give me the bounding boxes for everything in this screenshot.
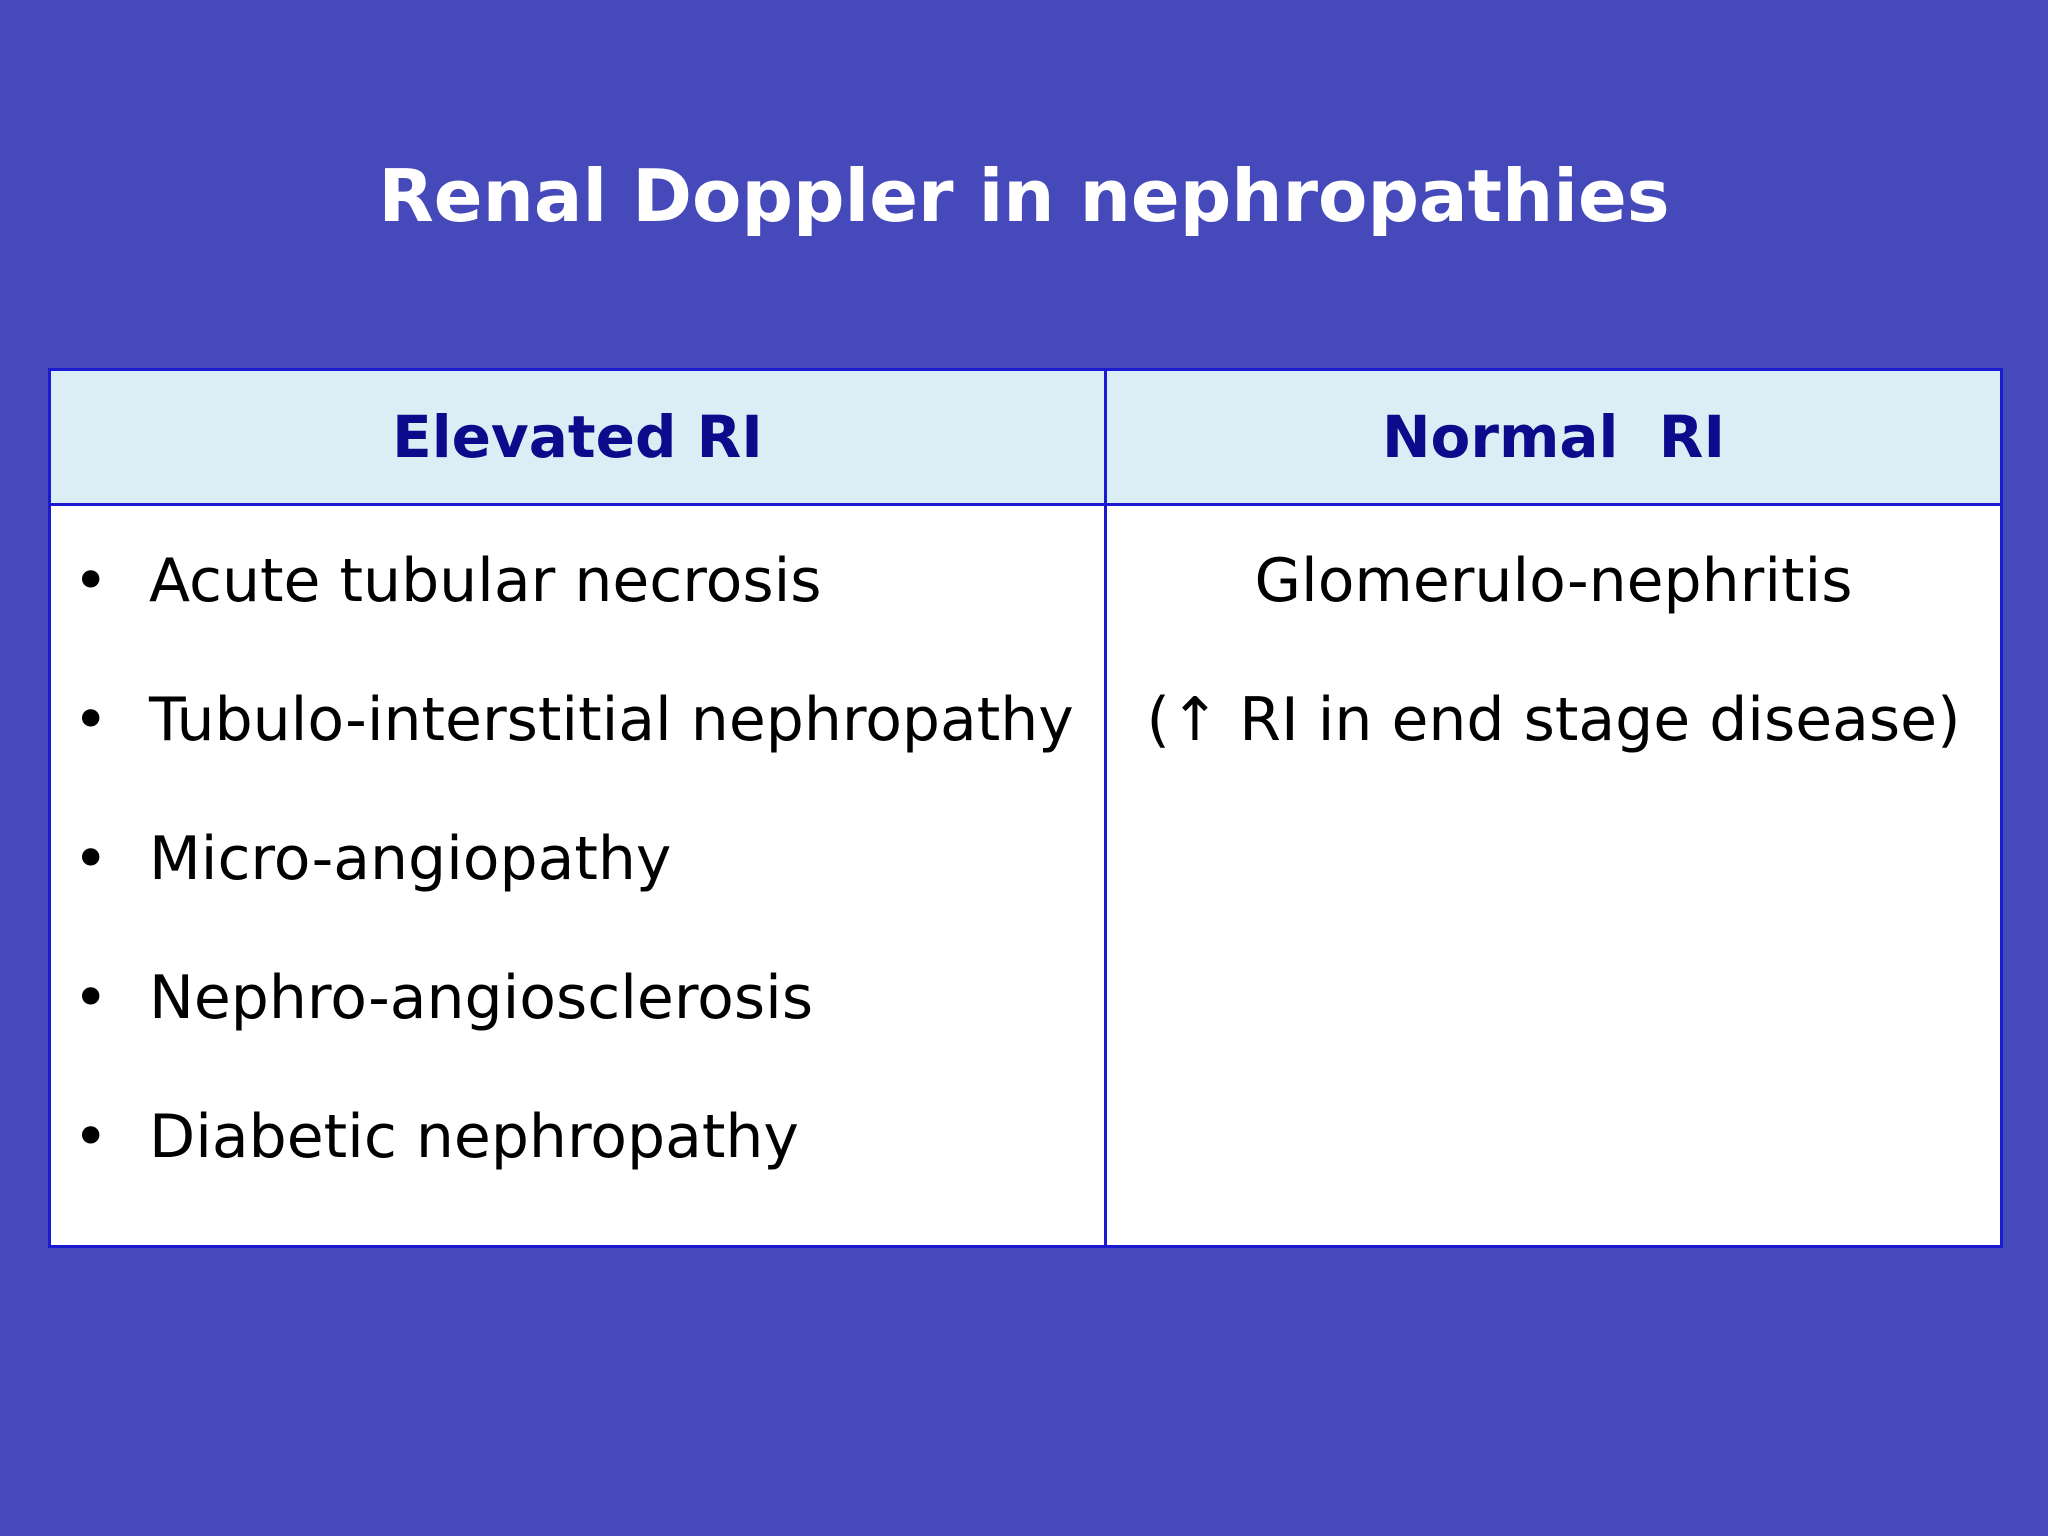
- normal-ri-cell: [1106, 505, 2002, 1247]
- normal-ri-note: (↑ RI in end stage disease): [1146, 685, 1961, 755]
- list-item: [51, 1068, 1104, 1207]
- bullet-icon: •: [73, 963, 109, 1033]
- list-item-label: Nephro-angiosclerosis: [149, 963, 814, 1033]
- list-item: [51, 790, 1104, 929]
- list-item-label: Tubulo-interstitial nephropathy: [149, 685, 1074, 755]
- bullet-icon: •: [73, 685, 109, 755]
- list-item-label: Micro-angiopathy: [149, 824, 672, 894]
- header-normal-ri: Normal RI: [1106, 370, 2002, 505]
- list-item: [51, 929, 1104, 1068]
- list-item: [51, 651, 1104, 790]
- bullet-icon: •: [73, 546, 109, 616]
- list-item-label: Acute tubular necrosis: [149, 546, 822, 616]
- ri-comparison-table: [48, 368, 2003, 1248]
- elevated-ri-list: [51, 506, 1104, 1207]
- list-item: [51, 512, 1104, 651]
- table-body-row: [50, 505, 2002, 1247]
- list-item-label: Diabetic nephropathy: [149, 1102, 799, 1172]
- bullet-icon: •: [73, 1102, 109, 1172]
- bullet-icon: •: [73, 824, 109, 894]
- table-header-row: [50, 370, 2002, 505]
- header-elevated-ri: Elevated RI: [50, 370, 1106, 505]
- normal-ri-condition: Glomerulo-nephritis: [1254, 546, 1853, 616]
- elevated-ri-cell: [50, 505, 1106, 1247]
- slide-title: Renal Doppler in nephropathies: [378, 154, 1670, 238]
